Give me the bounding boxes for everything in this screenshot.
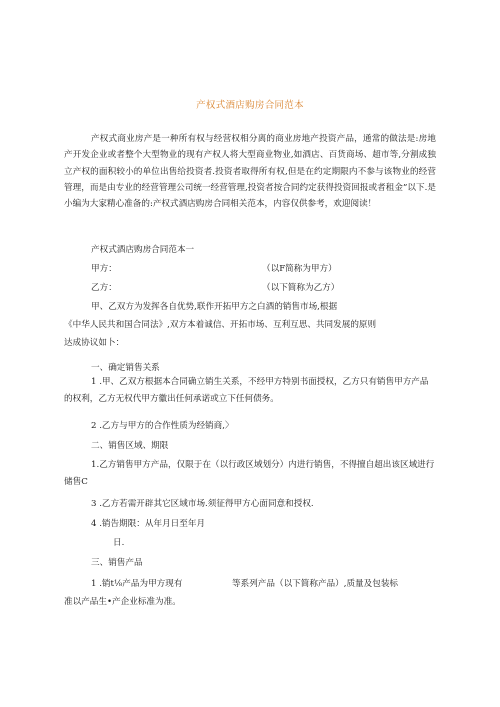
clause-3-1-part-2: 等系列产品（以下简称产品）,质量及包装标 <box>232 579 399 589</box>
clause-2-1: 1.乙方销售甲方产品，仅限于在（以行政区域划分）内进行销售，不得擅自超出该区域进行储售C <box>64 460 435 487</box>
preamble-line-3: 达成协议如卜： <box>64 338 125 348</box>
preamble-line-2: 《中华人民共和国合同法》,双方本着诚信、开拓市场、互利互思、共同发展的原则 <box>64 320 377 330</box>
intro-paragraph: 产权式商业房产是一种所有权与经营权相分离的商业房地产投资产品，通常的做法是:房地产开发企业或者整个大型物业的现有产权人将大型商业物业,如酒店、百货商场、超市等,分割成独立产权的面积较小的单位出售给投资者.投资者取得所有权,但是在约定期限内不参与该物业的经营管理，而是由专业的经营管理公司统一经营管理,投资者按合同约定获得投资回报或者租金”以下.是小编为大家精心准备的:产权式酒店购房合同相关范本，内容仅供参考，欢迎阅读！ <box>64 134 436 210</box>
clause-1-2: 2 .乙方与甲方的合作性质为经销商,〉 <box>91 421 234 431</box>
clause-3-1-part-1: 1 .销t⅛产品为甲方现有 <box>91 579 183 589</box>
party-a-note: （以F简称为甲方） <box>262 264 337 274</box>
party-a-label: 甲方： <box>91 264 117 274</box>
party-b-note: （以下简称为乙方） <box>262 283 340 293</box>
section-heading-2: 二、销售区域、期限 <box>91 441 169 451</box>
clause-1-1: 1 .甲、乙双方根据本合同确立销生关系，不经甲方特别书面授权，乙方只有销售甲方产品的权利，乙方无权代甲方徽出任何承诺或立下任何债务。 <box>64 377 429 404</box>
contract-subtitle: 产权式酒店购房合同范本一 <box>91 245 195 255</box>
clause-2-4-continued: 日. <box>113 538 125 548</box>
section-heading-1: 一、确定销售关系 <box>91 363 160 373</box>
preamble-line-1: 甲、乙双方为发挥各自优势,联作开拓甲方之白酒的销售市场,根据 <box>91 302 338 312</box>
clause-2-4: 4 .销告期限：从年月日至年月 <box>91 519 206 529</box>
party-b-label: 乙方： <box>91 283 117 293</box>
clause-2-3: 3 .乙方若需开辟其它区域市场.须征得甲方心面同意和授权. <box>91 499 314 509</box>
document-title: 产权式酒店购房合同范本 <box>196 100 304 111</box>
section-heading-3: 三、销售产品 <box>91 558 143 568</box>
clause-3-1-part-3: 准以产品生•产企业标准为准。 <box>64 597 181 607</box>
